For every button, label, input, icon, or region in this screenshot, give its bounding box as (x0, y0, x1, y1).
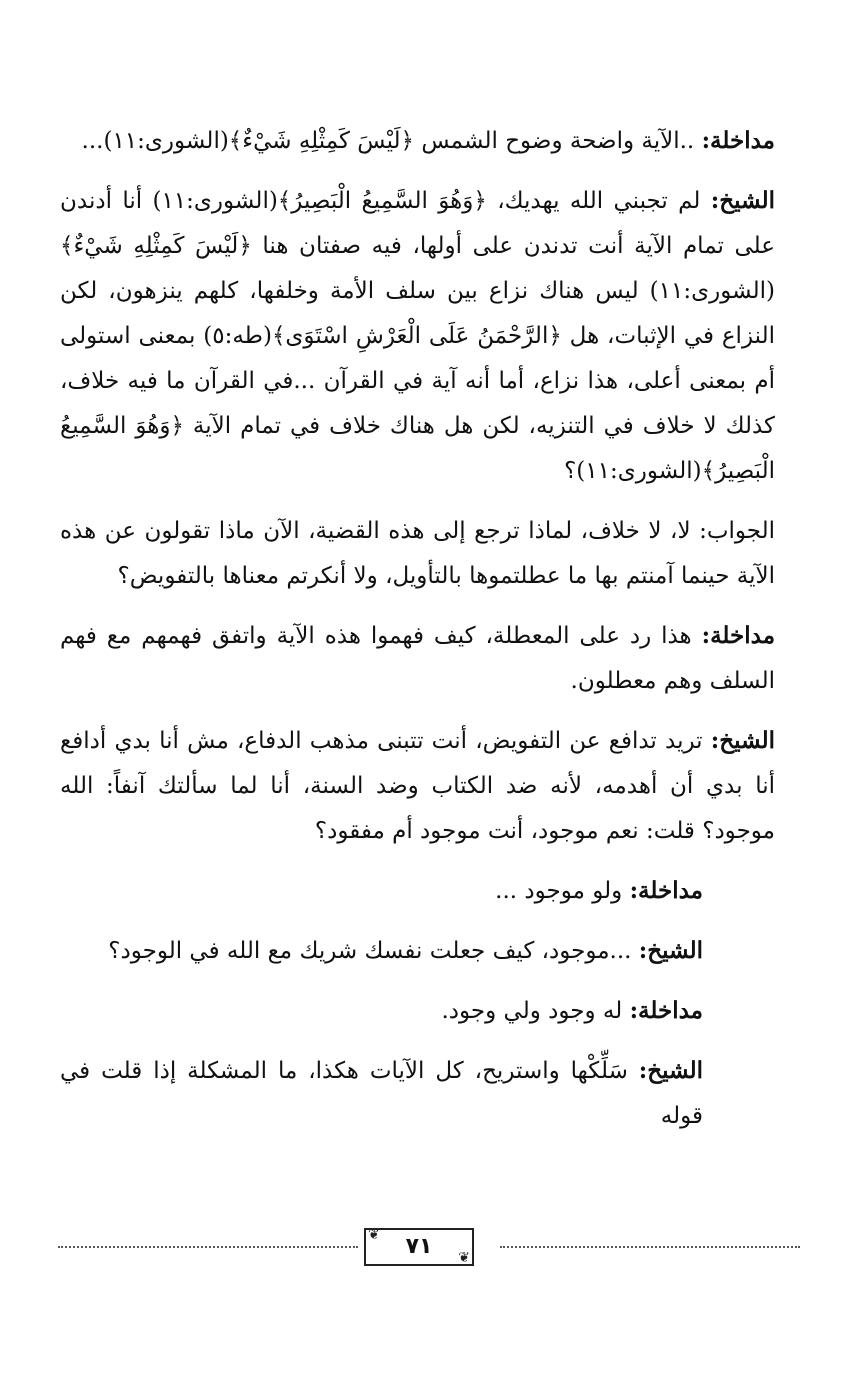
page-number: ٧١ (405, 1234, 433, 1259)
speaker-label: الشيخ: (710, 727, 775, 754)
paragraph-4 (60, 613, 775, 704)
page-footer (58, 1228, 800, 1268)
dotted-rule-left (58, 1246, 358, 1248)
paragraph-text: تريد تدافع عن التفويض، أنت تتبنى مذهب الدفاع، مش أنا بدي أدافع أنا بدي أن أهدمه، لأنه ضد الكتاب وضد السنة، أنا لما سألتك آنفاً: الله موجود؟ قلت: نعم موجود، أنت موجود أم مفقود؟ (60, 728, 775, 844)
paragraph-6 (60, 868, 775, 914)
speaker-label: مداخلة: (629, 997, 703, 1024)
speaker-label: الشيخ: (638, 937, 703, 964)
paragraph-text: سَلِّكْها واستريح، كل الآيات هكذا، ما المشكلة إذا قلت في قوله (60, 1058, 703, 1129)
paragraph-text: ولو موجود ... (495, 878, 623, 904)
frame-ornament-icon: ❦ (368, 1227, 380, 1243)
speaker-label: مداخلة: (701, 622, 776, 649)
speaker-label: الشيخ: (638, 1057, 703, 1084)
paragraph-text: الجواب: لا، لا خلاف، لماذا ترجع إلى هذه القضية، الآن ماذا تقولون عن هذه الآية حينما آمنتم بها ما عطلتموها بالتأويل، ولا أنكرتم معناها بالتفويض؟ (60, 518, 775, 589)
paragraph-text: ...موجود، كيف جعلت نفسك شريك مع الله في الوجود؟ (108, 938, 632, 964)
paragraph-text: ..الآية واضحة وضوح الشمس ﴿لَيْسَ كَمِثْلِهِ شَيْءٌ﴾(الشورى:١١)... (81, 128, 695, 154)
speaker-label: مداخلة: (629, 877, 703, 904)
paragraph-8 (60, 988, 775, 1034)
paragraph-text: لم تجبني الله يهديك، ﴿وَهُوَ السَّمِيعُ الْبَصِيرُ﴾(الشورى:١١) أنا أدندن على تمام الآية أنت تدندن على أولها، فيه صفتان هنا ﴿لَيْسَ كَمِثْلِهِ شَيْءٌ﴾(الشورى:١١) ليس هناك نزاع بين سلف الأمة وخلفها، كلهم ينزهون، لكن النزاع في الإثبات، هل ﴿الرَّحْمَنُ عَلَى الْعَرْشِ اسْتَوَى﴾(طه:٥) بمعنى استولى أم بمعنى أعلى، هذا نزاع، أما أنه آية في القرآن ...في القرآن ما فيه خلاف، كذلك لا خلاف في التنزيه، لكن هل هناك خلاف في تمام الآية ﴿وَهُوَ السَّمِيعُ الْبَصِيرُ﴾(الشورى:١١)؟ (60, 188, 775, 484)
paragraph-text: له وجود ولي وجود. (441, 998, 623, 1024)
paragraph-9 (60, 1048, 775, 1139)
dotted-rule-right (500, 1246, 800, 1248)
paragraph-2 (60, 178, 775, 494)
frame-ornament-icon: ❦ (458, 1250, 470, 1266)
paragraph-7 (60, 928, 775, 974)
speaker-label: الشيخ: (710, 187, 775, 214)
page-body (60, 118, 775, 1153)
paragraph-text: هذا رد على المعطلة، كيف فهموا هذه الآية واتفق فهمهم مع فهم السلف وهم معطلون. (60, 623, 775, 694)
paragraph-1 (60, 118, 775, 164)
speaker-label: مداخلة: (701, 127, 775, 154)
paragraph-5 (60, 718, 775, 854)
paragraph-3 (60, 508, 775, 599)
page-number-frame (364, 1228, 474, 1266)
